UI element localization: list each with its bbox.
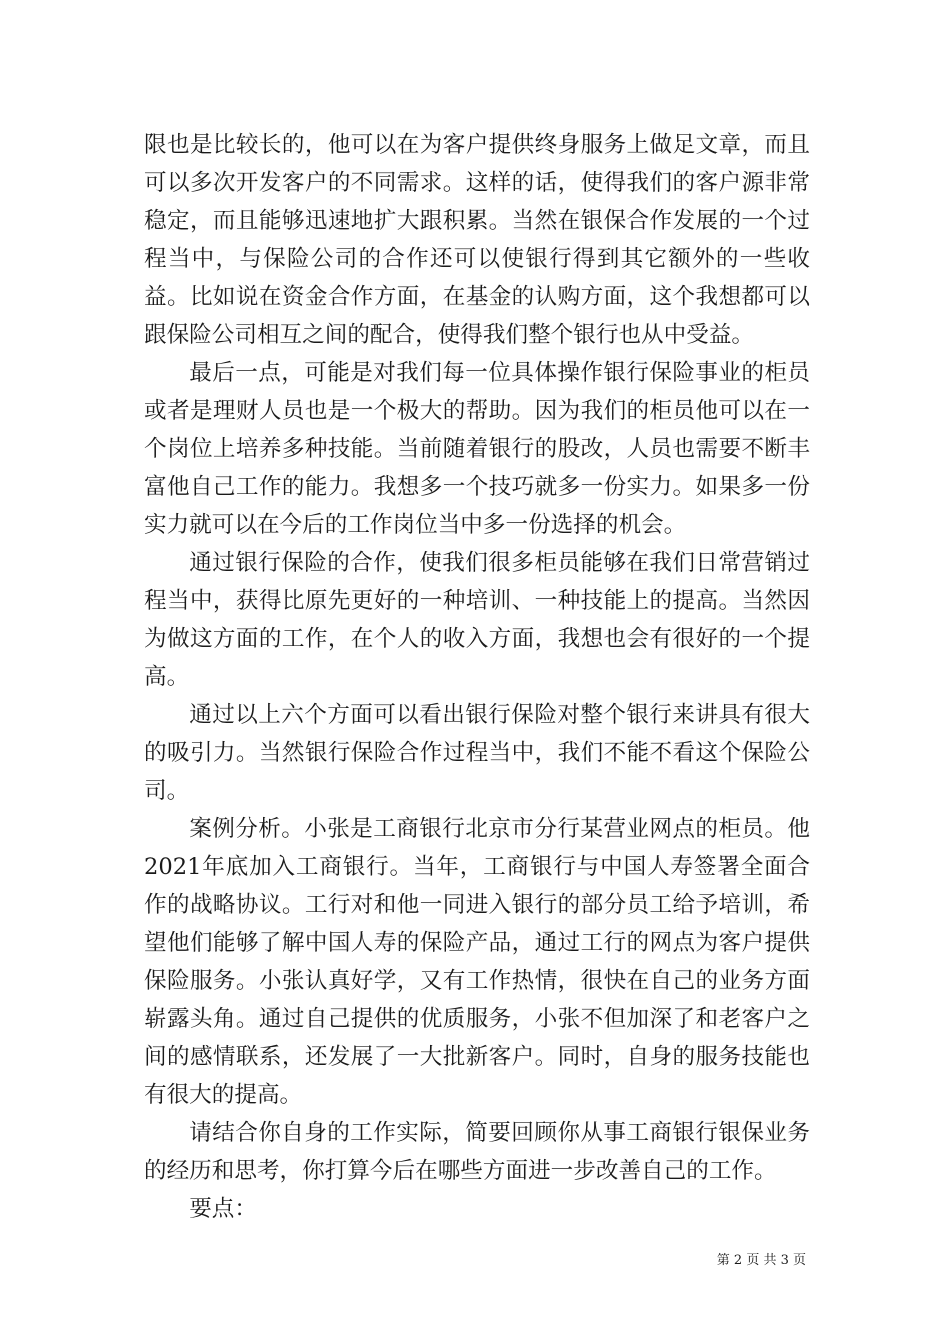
paragraph-continued: 限也是比较长的，他可以在为客户提供终身服务上做足文章，而且可以多次开发客户的不同需求。这样的话，使得我们的客户源非常稳定，而且能够迅速地扩大跟积累。当然在银保合作发展的一个过程当中，与保险公司的合作还可以使银行得到其它额外的一些收益。比如说在资金合作方面，在基金的认购方面，这个我想都可以跟保险公司相互之间的配合，使得我们整个银行也从中受益。 [144,132,810,348]
paragraph-case-study: 案例分析。小张是工商银行北京市分行某营业网点的柜员。他2021年底加入工商银行。当年，工商银行与中国人寿签署全面合作的战略协议。工行对和他一同进入银行的部分员工给予培训，希望他们能够了解中国人寿的保险产品，通过工行的网点为客户提供保险服务。小张认真好学，又有工作热情，很快在自己的业务方面崭露头角。通过自己提供的优质服务，小张不但加深了和老客户之间的感情联系，还发展了一大批新客户。同时，自身的服务技能也有很大的提高。 [144,816,810,1108]
paragraph: 通过银行保险的合作，使我们很多柜员能够在我们日常营销过程当中，获得比原先更好的一种培训、一种技能上的提高。当然因为做这方面的工作，在个人的收入方面，我想也会有很好的一个提高。 [144,550,810,690]
page-number-footer: 第 2 页 共 3 页 [716,1253,806,1268]
paragraph: 通过以上六个方面可以看出银行保险对整个银行来讲具有很大的吸引力。当然银行保险合作过程当中，我们不能不看这个保险公司。 [144,702,810,804]
paragraph-question: 请结合你自身的工作实际，简要回顾你从事工商银行银保业务的经历和思考，你打算今后在哪些方面进一步改善自己的工作。 [144,1120,810,1184]
paragraph-key-points: 要点： [189,1196,257,1222]
paragraph: 最后一点，可能是对我们每一位具体操作银行保险事业的柜员或者是理财人员也是一个极大的帮助。因为我们的柜员他可以在一个岗位上培养多种技能。当前随着银行的股改，人员也需要不断丰富他自己工作的能力。我想多一个技巧就多一份实力。如果多一份实力就可以在今后的工作岗位当中多一份选择的机会。 [144,360,810,538]
document-body [144,126,810,1228]
